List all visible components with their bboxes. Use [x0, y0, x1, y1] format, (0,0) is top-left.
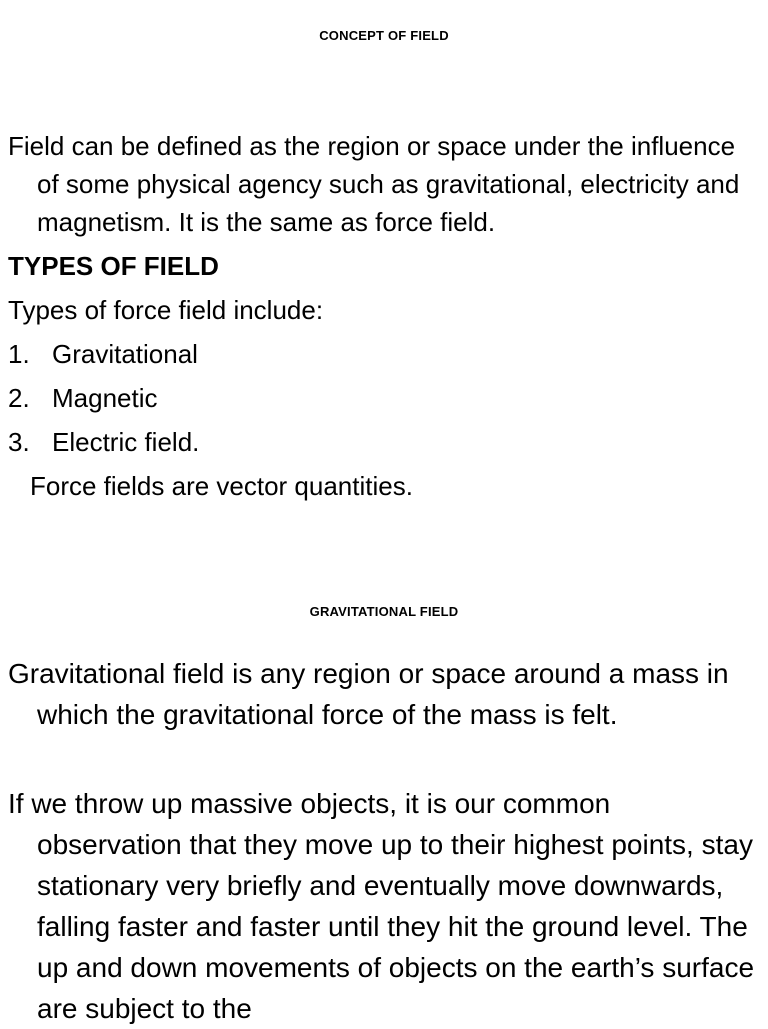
types-intro-text: Types of force field include:: [8, 295, 324, 325]
list-item: [8, 423, 199, 467]
gravitational-observation-paragraph: If we throw up massive objects, it is our common observation that they move up to their highest points, stay stationary very briefly and eventually move downwards, falling faster and faster until they hit the ground level. The up and down movements of objects on the earth’s surface are subject to the: [8, 788, 755, 1024]
slide-title: GRAVITATIONAL FIELD: [309, 604, 459, 619]
list-item: [8, 379, 199, 423]
list-item-label: Gravitational: [52, 339, 198, 369]
field-types-list: [8, 335, 199, 467]
vector-note-text: Force fields are vector quantities.: [30, 471, 413, 501]
list-item: [8, 335, 199, 379]
list-item-label: Electric field.: [52, 427, 200, 457]
list-item-number: 1.: [8, 339, 30, 369]
gravitational-field-definition: Gravitational field is any region or space around a mass in which the gravitational force of the mass is felt.: [8, 658, 729, 730]
slide-title: CONCEPT OF FIELD: [319, 28, 449, 43]
types-of-field-heading: TYPES OF FIELD: [8, 251, 219, 281]
list-item-number: 2.: [8, 383, 30, 413]
field-definition-paragraph: Field can be defined as the region or space under the influence of some physical agency such as gravitational, electricity and magnetism. It is the same as force field.: [8, 131, 740, 237]
list-item-label: Magnetic: [52, 383, 158, 413]
list-item-number: 3.: [8, 427, 30, 457]
